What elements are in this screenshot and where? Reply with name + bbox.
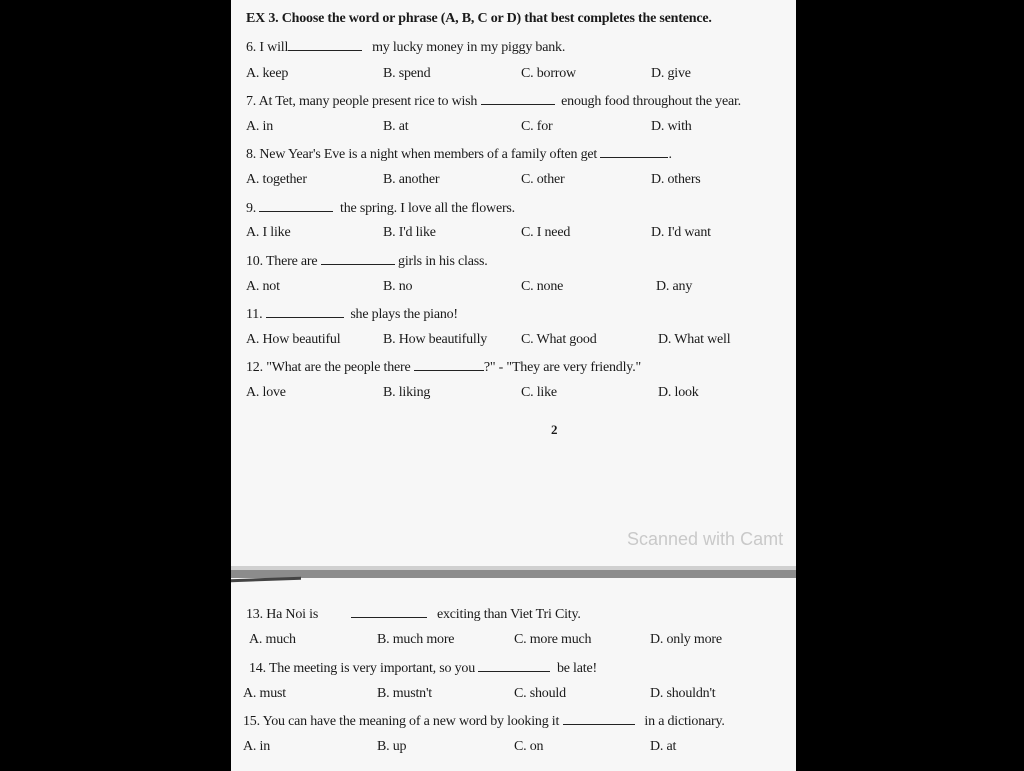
option-d: D. any xyxy=(656,279,693,294)
option-d: D. What well xyxy=(658,332,731,347)
answer-blank xyxy=(351,604,427,618)
option-d: D. only more xyxy=(650,632,722,647)
option-b: B. How beautifully xyxy=(383,332,488,347)
question-12: 12. "What are the people there ?" - "They are very friendly." xyxy=(246,357,641,377)
answer-blank xyxy=(321,251,395,265)
option-c: C. I need xyxy=(521,225,571,240)
option-d: D. others xyxy=(651,172,701,187)
answer-blank xyxy=(563,711,635,725)
option-a: A. How beautiful xyxy=(246,332,341,347)
option-d: D. at xyxy=(650,739,677,754)
answer-blank xyxy=(414,357,484,371)
option-c: C. should xyxy=(514,686,566,701)
page-number: 2 xyxy=(551,422,558,437)
answer-blank xyxy=(481,91,555,105)
worksheet-page-top xyxy=(231,0,796,566)
option-a: A. much xyxy=(249,632,296,647)
option-d: D. look xyxy=(658,385,699,400)
option-c: C. on xyxy=(514,739,544,754)
option-c: C. borrow xyxy=(521,66,576,81)
option-d: D. give xyxy=(651,66,691,81)
option-a: A. in xyxy=(246,119,274,134)
page-separator-edge xyxy=(231,566,796,570)
exercise-header: EX 3. Choose the word or phrase (A, B, C or D) that best completes the sentence. xyxy=(246,11,712,26)
option-a: A. I like xyxy=(246,225,291,240)
option-a: A. not xyxy=(246,279,280,294)
option-b: B. liking xyxy=(383,385,431,400)
answer-blank xyxy=(266,304,344,318)
question-8: 8. New Year's Eve is a night when members of a family often get . xyxy=(246,144,672,164)
question-13: 13. Ha Noi is exciting than Viet Tri City. xyxy=(246,604,581,624)
option-a: A. must xyxy=(243,686,286,701)
option-a: A. together xyxy=(246,172,307,187)
answer-blank xyxy=(600,144,668,158)
option-b: B. I'd like xyxy=(383,225,436,240)
option-c: C. other xyxy=(521,172,565,187)
option-b: B. up xyxy=(377,739,407,754)
option-c: C. for xyxy=(521,119,553,134)
question-10: 10. There are girls in his class. xyxy=(246,251,488,271)
question-9: 9. the spring. I love all the flowers. xyxy=(246,198,515,218)
question-11: 11. she plays the piano! xyxy=(246,304,458,324)
option-b: B. much more xyxy=(377,632,455,647)
option-b: B. no xyxy=(383,279,413,294)
option-a: A. keep xyxy=(246,66,289,81)
option-d: D. with xyxy=(651,119,692,134)
option-b: B. spend xyxy=(383,66,431,81)
option-c: C. like xyxy=(521,385,557,400)
question-15: 15. You can have the meaning of a new word by looking it in a dictionary. xyxy=(243,711,725,731)
question-6: 6. I will my lucky money in my piggy bank. xyxy=(246,37,565,57)
option-b: B. at xyxy=(383,119,409,134)
option-d: D. shouldn't xyxy=(650,686,716,701)
option-c: C. more much xyxy=(514,632,592,647)
option-b: B. mustn't xyxy=(377,686,432,701)
answer-blank xyxy=(259,198,333,212)
option-c: C. none xyxy=(521,279,564,294)
worksheet-page-bottom xyxy=(231,578,796,771)
option-b: B. another xyxy=(383,172,440,187)
option-a: A. in xyxy=(243,739,271,754)
question-14: 14. The meeting is very important, so you be late! xyxy=(249,658,597,678)
question-7: 7. At Tet, many people present rice to wish enough food throughout the year. xyxy=(246,91,741,111)
option-d: D. I'd want xyxy=(651,225,711,240)
option-a: A. love xyxy=(246,385,286,400)
option-c: C. What good xyxy=(521,332,597,347)
answer-blank xyxy=(478,658,550,672)
answer-blank xyxy=(288,37,362,51)
scanner-watermark: Scanned with Camt xyxy=(627,529,784,549)
